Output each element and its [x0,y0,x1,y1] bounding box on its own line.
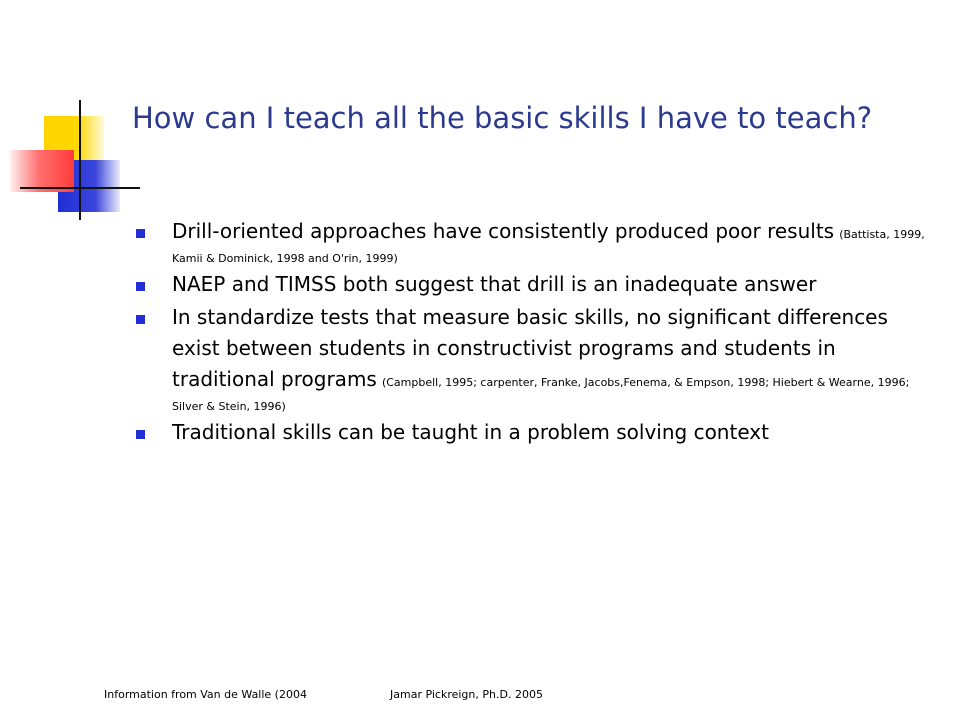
bullet-square-icon [136,430,145,439]
bullet-citation: (Campbell, 1995; carpenter, Franke, Jacobs,Fenema, & Empson, 1998; Hiebert & Wearne, 1996; Silver & Stein, 1996) [172,376,910,413]
bullet-text: Drill-oriented approaches have consistently produced poor results [172,219,835,243]
bullet-square-icon [136,229,145,238]
footer-source: Information from Van de Walle (2004 [104,688,307,701]
horizontal-line-decoration [20,187,140,189]
corner-decoration [0,0,140,220]
vertical-line-decoration [79,100,81,220]
slide-title: How can I teach all the basic skills I have to teach? [132,101,873,135]
bullet-text: In standardize tests that measure basic skills, no significant differences exist between students in constructivist programs and students in traditional programs [172,305,888,391]
bullet-item [136,216,936,267]
footer-author: Jamar Pickreign, Ph.D. 2005 [390,688,543,701]
bullet-item [136,269,936,300]
bullet-square-icon [136,282,145,291]
bullet-square-icon [136,315,145,324]
bullet-text: NAEP and TIMSS both suggest that drill is an inadequate answer [172,272,817,296]
bullet-item [136,302,936,415]
bullet-citation: (Battista, 1999, Kamii & Dominick, 1998 and O'rin, 1999) [172,228,925,265]
bullet-item [136,417,936,448]
bullet-list [136,216,936,450]
bullet-text: Traditional skills can be taught in a problem solving context [172,420,769,444]
red-square-decoration [10,150,74,192]
